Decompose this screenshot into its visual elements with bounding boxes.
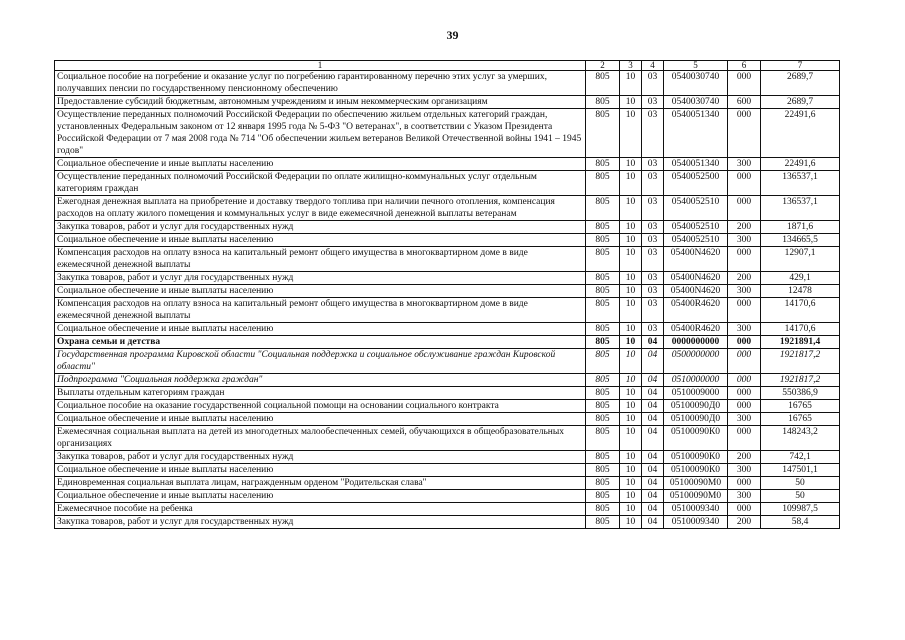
row-name-cell: Социальное пособие на оказание государственной социальной помощи на основании социального контракта	[55, 400, 586, 413]
table-row	[55, 374, 840, 387]
row-name-cell: Предоставление субсидий бюджетным, автономным учреждениям и иным некоммерческим организациям	[55, 96, 586, 109]
row-name-cell: Компенсация расходов на оплату взноса на капитальный ремонт общего имущества в многоквартирном доме в виде ежемесячной денежной выплаты	[55, 298, 586, 323]
row-csr-cell: 0000000000	[664, 336, 728, 349]
row-rz-cell: 10	[620, 477, 642, 490]
row-vr-cell: 300	[728, 323, 761, 336]
row-sum-cell: 12907,1	[761, 247, 840, 272]
row-ved-cell: 805	[586, 158, 620, 171]
row-vr-cell: 300	[728, 413, 761, 426]
row-ved-cell: 805	[586, 490, 620, 503]
table-row	[55, 426, 840, 451]
row-name-cell: Охрана семьи и детства	[55, 336, 586, 349]
row-rz-cell: 10	[620, 247, 642, 272]
row-rz-cell: 10	[620, 285, 642, 298]
row-csr-cell: 05400N4620	[664, 285, 728, 298]
row-name-cell: Социальное обеспечение и иные выплаты населению	[55, 464, 586, 477]
row-ved-cell: 805	[586, 400, 620, 413]
row-pr-cell: 04	[642, 503, 664, 516]
row-name-cell: Социальное обеспечение и иные выплаты населению	[55, 158, 586, 171]
row-name-cell: Осуществление переданных полномочий Российской Федерации по обеспечению жильем отдельных категорий граждан, установленных Федеральным законом от 12 января 1995 года № 5-ФЗ "О ветеранах", в соответствии с Указом Президента Российской Федерации от 7 мая 2008 года № 714 "Об обеспечении жильем ветеранов Великой Отечественной войны 1941 – 1945 годов"	[55, 109, 586, 158]
row-pr-cell: 03	[642, 96, 664, 109]
table-row	[55, 285, 840, 298]
row-name-cell: Выплаты отдельным категориям граждан	[55, 387, 586, 400]
table-row	[55, 387, 840, 400]
row-sum-cell: 429,1	[761, 272, 840, 285]
row-vr-cell: 000	[728, 298, 761, 323]
table-row	[55, 298, 840, 323]
row-vr-cell: 300	[728, 234, 761, 247]
row-sum-cell: 147501,1	[761, 464, 840, 477]
row-sum-cell: 16765	[761, 413, 840, 426]
row-csr-cell: 05100090Д0	[664, 413, 728, 426]
row-rz-cell: 10	[620, 171, 642, 196]
row-csr-cell: 0540052510	[664, 234, 728, 247]
row-vr-cell: 200	[728, 451, 761, 464]
row-sum-cell: 2689,7	[761, 71, 840, 96]
row-pr-cell: 03	[642, 272, 664, 285]
row-name-cell: Подпрограмма "Социальная поддержка граждан"	[55, 374, 586, 387]
row-vr-cell: 000	[728, 374, 761, 387]
row-rz-cell: 10	[620, 272, 642, 285]
row-csr-cell: 0540051340	[664, 158, 728, 171]
row-name-cell: Социальное обеспечение и иные выплаты населению	[55, 413, 586, 426]
row-ved-cell: 805	[586, 516, 620, 529]
row-vr-cell: 200	[728, 221, 761, 234]
header-cell: 7	[761, 61, 840, 71]
table-header-row	[55, 61, 840, 71]
row-rz-cell: 10	[620, 196, 642, 221]
table-row	[55, 196, 840, 221]
row-csr-cell: 0540052510	[664, 196, 728, 221]
header-cell: 6	[728, 61, 761, 71]
row-pr-cell: 04	[642, 451, 664, 464]
row-sum-cell: 50	[761, 477, 840, 490]
row-name-cell: Закупка товаров, работ и услуг для государственных нужд	[55, 516, 586, 529]
row-vr-cell: 200	[728, 272, 761, 285]
row-ved-cell: 805	[586, 196, 620, 221]
row-name-cell: Компенсация расходов на оплату взноса на капитальный ремонт общего имущества в многоквартирном доме в виде ежемесячной денежной выплаты	[55, 247, 586, 272]
table-row	[55, 171, 840, 196]
row-ved-cell: 805	[586, 349, 620, 374]
row-vr-cell: 300	[728, 490, 761, 503]
row-pr-cell: 04	[642, 374, 664, 387]
row-rz-cell: 10	[620, 323, 642, 336]
row-sum-cell: 550386,9	[761, 387, 840, 400]
table-row	[55, 336, 840, 349]
row-pr-cell: 03	[642, 109, 664, 158]
row-csr-cell: 05100090М0	[664, 477, 728, 490]
row-pr-cell: 04	[642, 336, 664, 349]
row-rz-cell: 10	[620, 400, 642, 413]
row-ved-cell: 805	[586, 221, 620, 234]
row-name-cell: Социальное обеспечение и иные выплаты населению	[55, 490, 586, 503]
row-name-cell: Социальное обеспечение и иные выплаты населению	[55, 323, 586, 336]
row-sum-cell: 1921891,4	[761, 336, 840, 349]
row-csr-cell: 0540030740	[664, 71, 728, 96]
table-row	[55, 451, 840, 464]
table-row	[55, 413, 840, 426]
table-row	[55, 490, 840, 503]
table-row	[55, 109, 840, 158]
row-pr-cell: 04	[642, 516, 664, 529]
row-name-cell: Ежегодная денежная выплата на приобретение и доставку твердого топлива при наличии печного отопления, компенсация расходов на оплату жилого помещения и коммунальных услуг в виде ежемесячной денежной выплаты ветеранам	[55, 196, 586, 221]
header-cell: 1	[55, 61, 586, 71]
row-name-cell: Закупка товаров, работ и услуг для государственных нужд	[55, 272, 586, 285]
row-vr-cell: 000	[728, 247, 761, 272]
row-ved-cell: 805	[586, 285, 620, 298]
row-ved-cell: 805	[586, 298, 620, 323]
row-rz-cell: 10	[620, 490, 642, 503]
row-pr-cell: 03	[642, 158, 664, 171]
row-ved-cell: 805	[586, 96, 620, 109]
row-sum-cell: 22491,6	[761, 158, 840, 171]
table-row	[55, 400, 840, 413]
row-vr-cell: 000	[728, 503, 761, 516]
row-vr-cell: 000	[728, 196, 761, 221]
row-name-cell: Ежемесячная социальная выплата на детей из многодетных малообеспеченных семей, обучающихся в общеобразовательных организациях	[55, 426, 586, 451]
row-csr-cell: 05400N4620	[664, 272, 728, 285]
row-pr-cell: 03	[642, 234, 664, 247]
table-row	[55, 158, 840, 171]
row-name-cell: Государственная программа Кировской области "Социальная поддержка и социальное обслуживание граждан Кировской области"	[55, 349, 586, 374]
row-vr-cell: 300	[728, 285, 761, 298]
page-number: 39	[446, 28, 459, 42]
row-sum-cell: 1921817,2	[761, 349, 840, 374]
row-ved-cell: 805	[586, 247, 620, 272]
row-rz-cell: 10	[620, 387, 642, 400]
row-sum-cell: 134665,5	[761, 234, 840, 247]
table-row	[55, 323, 840, 336]
table-row	[55, 503, 840, 516]
row-csr-cell: 0510009340	[664, 503, 728, 516]
row-vr-cell: 000	[728, 349, 761, 374]
row-sum-cell: 22491,6	[761, 109, 840, 158]
table-row	[55, 272, 840, 285]
row-rz-cell: 10	[620, 516, 642, 529]
row-ved-cell: 805	[586, 464, 620, 477]
row-sum-cell: 14170,6	[761, 298, 840, 323]
row-vr-cell: 300	[728, 158, 761, 171]
row-pr-cell: 04	[642, 464, 664, 477]
row-rz-cell: 10	[620, 349, 642, 374]
row-vr-cell: 000	[728, 171, 761, 196]
row-sum-cell: 16765	[761, 400, 840, 413]
row-sum-cell: 109987,5	[761, 503, 840, 516]
row-pr-cell: 03	[642, 298, 664, 323]
row-ved-cell: 805	[586, 374, 620, 387]
table-row	[55, 234, 840, 247]
row-vr-cell: 600	[728, 96, 761, 109]
table-row	[55, 71, 840, 96]
row-csr-cell: 05100090М0	[664, 490, 728, 503]
row-pr-cell: 03	[642, 71, 664, 96]
row-ved-cell: 805	[586, 336, 620, 349]
row-ved-cell: 805	[586, 323, 620, 336]
header-cell: 5	[664, 61, 728, 71]
row-sum-cell: 14170,6	[761, 323, 840, 336]
row-csr-cell: 05400R4620	[664, 323, 728, 336]
row-sum-cell: 148243,2	[761, 426, 840, 451]
header-cell: 4	[642, 61, 664, 71]
row-rz-cell: 10	[620, 336, 642, 349]
row-ved-cell: 805	[586, 477, 620, 490]
row-rz-cell: 10	[620, 413, 642, 426]
row-csr-cell: 0540051340	[664, 109, 728, 158]
header-cell: 3	[620, 61, 642, 71]
row-ved-cell: 805	[586, 426, 620, 451]
table-row	[55, 464, 840, 477]
row-pr-cell: 03	[642, 247, 664, 272]
row-pr-cell: 03	[642, 323, 664, 336]
row-ved-cell: 805	[586, 451, 620, 464]
row-csr-cell: 0540030740	[664, 96, 728, 109]
table-row	[55, 247, 840, 272]
row-vr-cell: 300	[728, 464, 761, 477]
row-csr-cell: 05100090К0	[664, 464, 728, 477]
row-csr-cell: 0510000000	[664, 374, 728, 387]
row-sum-cell: 1871,6	[761, 221, 840, 234]
row-pr-cell: 04	[642, 387, 664, 400]
row-vr-cell: 000	[728, 71, 761, 96]
table-row	[55, 96, 840, 109]
row-pr-cell: 03	[642, 171, 664, 196]
row-sum-cell: 742,1	[761, 451, 840, 464]
row-sum-cell: 50	[761, 490, 840, 503]
row-csr-cell: 0510009340	[664, 516, 728, 529]
row-name-cell: Закупка товаров, работ и услуг для государственных нужд	[55, 451, 586, 464]
row-csr-cell: 05100090К0	[664, 451, 728, 464]
row-csr-cell: 0540052510	[664, 221, 728, 234]
row-pr-cell: 03	[642, 196, 664, 221]
row-rz-cell: 10	[620, 426, 642, 451]
row-csr-cell: 05400N4620	[664, 247, 728, 272]
row-pr-cell: 04	[642, 349, 664, 374]
row-vr-cell: 200	[728, 516, 761, 529]
row-rz-cell: 10	[620, 374, 642, 387]
row-vr-cell: 000	[728, 387, 761, 400]
row-sum-cell: 58,4	[761, 516, 840, 529]
row-rz-cell: 10	[620, 298, 642, 323]
row-ved-cell: 805	[586, 71, 620, 96]
row-sum-cell: 2689,7	[761, 96, 840, 109]
table-row	[55, 221, 840, 234]
row-ved-cell: 805	[586, 234, 620, 247]
row-csr-cell: 0500000000	[664, 349, 728, 374]
table-row	[55, 477, 840, 490]
row-ved-cell: 805	[586, 387, 620, 400]
row-rz-cell: 10	[620, 96, 642, 109]
row-rz-cell: 10	[620, 71, 642, 96]
row-sum-cell: 1921817,2	[761, 374, 840, 387]
row-name-cell: Ежемесячное пособие на ребенка	[55, 503, 586, 516]
row-vr-cell: 000	[728, 477, 761, 490]
row-rz-cell: 10	[620, 221, 642, 234]
row-name-cell: Социальное обеспечение и иные выплаты населению	[55, 285, 586, 298]
row-sum-cell: 136537,1	[761, 171, 840, 196]
row-ved-cell: 805	[586, 272, 620, 285]
row-vr-cell: 000	[728, 400, 761, 413]
row-sum-cell: 12478	[761, 285, 840, 298]
row-csr-cell: 0540052500	[664, 171, 728, 196]
table-row	[55, 516, 840, 529]
row-pr-cell: 04	[642, 477, 664, 490]
row-pr-cell: 04	[642, 413, 664, 426]
row-pr-cell: 03	[642, 221, 664, 234]
row-rz-cell: 10	[620, 503, 642, 516]
row-pr-cell: 04	[642, 490, 664, 503]
row-vr-cell: 000	[728, 109, 761, 158]
row-rz-cell: 10	[620, 451, 642, 464]
row-ved-cell: 805	[586, 503, 620, 516]
table-row	[55, 349, 840, 374]
budget-table	[54, 60, 840, 529]
row-rz-cell: 10	[620, 234, 642, 247]
row-rz-cell: 10	[620, 464, 642, 477]
row-name-cell: Социальное пособие на погребение и оказание услуг по погребению гарантированному перечню этих услуг за умерших, получавших пенсии по государственному пенсионному обеспечению	[55, 71, 586, 96]
row-name-cell: Социальное обеспечение и иные выплаты населению	[55, 234, 586, 247]
row-ved-cell: 805	[586, 413, 620, 426]
row-name-cell: Единовременная социальная выплата лицам, награжденным орденом "Родительская слава"	[55, 477, 586, 490]
row-vr-cell: 000	[728, 336, 761, 349]
row-vr-cell: 000	[728, 426, 761, 451]
row-csr-cell: 05100090К0	[664, 426, 728, 451]
table-body	[55, 71, 840, 529]
row-pr-cell: 03	[642, 285, 664, 298]
row-pr-cell: 04	[642, 426, 664, 451]
row-pr-cell: 04	[642, 400, 664, 413]
header-cell: 2	[586, 61, 620, 71]
row-name-cell: Закупка товаров, работ и услуг для государственных нужд	[55, 221, 586, 234]
row-csr-cell: 05400R4620	[664, 298, 728, 323]
row-ved-cell: 805	[586, 109, 620, 158]
row-ved-cell: 805	[586, 171, 620, 196]
row-csr-cell: 0510009000	[664, 387, 728, 400]
row-rz-cell: 10	[620, 158, 642, 171]
row-name-cell: Осуществление переданных полномочий Российской Федерации по оплате жилищно-коммунальных услуг отдельным категориям граждан	[55, 171, 586, 196]
row-csr-cell: 05100090Д0	[664, 400, 728, 413]
row-sum-cell: 136537,1	[761, 196, 840, 221]
row-rz-cell: 10	[620, 109, 642, 158]
